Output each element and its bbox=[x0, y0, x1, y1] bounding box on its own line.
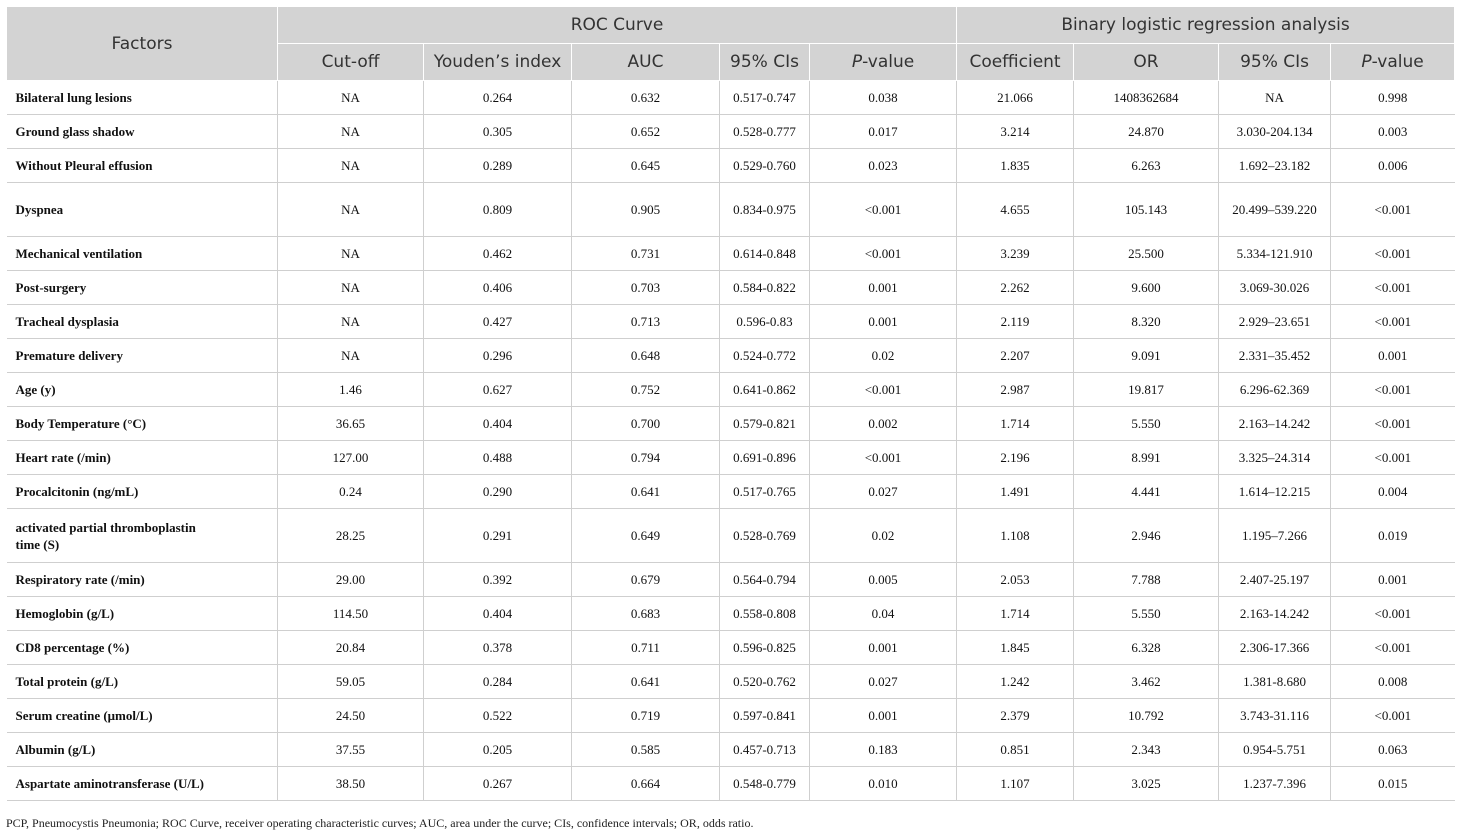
cutoff-cell: 0.24 bbox=[278, 475, 424, 509]
roc-ci-cell: 0.457-0.713 bbox=[720, 733, 810, 767]
lr-ci-cell: 1.692–23.182 bbox=[1219, 149, 1331, 183]
cutoff-cell: NA bbox=[278, 183, 424, 237]
coefficient-cell: 2.262 bbox=[957, 271, 1074, 305]
youden-cell: 0.522 bbox=[424, 699, 572, 733]
cutoff-cell: 37.55 bbox=[278, 733, 424, 767]
lr-ci-cell: 1.237-7.396 bbox=[1219, 767, 1331, 801]
factor-cell: Without Pleural effusion bbox=[7, 149, 278, 183]
or-cell: 6.263 bbox=[1074, 149, 1219, 183]
youden-cell: 0.296 bbox=[424, 339, 572, 373]
coefficient-cell: 4.655 bbox=[957, 183, 1074, 237]
header-youden-index: Youden’s index bbox=[424, 44, 572, 81]
lr-ci-cell: 2.163–14.242 bbox=[1219, 407, 1331, 441]
lr-p-value-cell: <0.001 bbox=[1331, 597, 1455, 631]
auc-cell: 0.719 bbox=[572, 699, 720, 733]
roc-ci-cell: 0.579-0.821 bbox=[720, 407, 810, 441]
youden-cell: 0.406 bbox=[424, 271, 572, 305]
lr-p-value-cell: 0.063 bbox=[1331, 733, 1455, 767]
table-row bbox=[7, 699, 1455, 733]
roc-p-value-cell: <0.001 bbox=[810, 441, 957, 475]
cutoff-cell: 114.50 bbox=[278, 597, 424, 631]
p-italic: P bbox=[851, 52, 863, 72]
or-cell: 5.550 bbox=[1074, 597, 1219, 631]
auc-cell: 0.683 bbox=[572, 597, 720, 631]
roc-p-value-cell: 0.02 bbox=[810, 509, 957, 563]
roc-ci-cell: 0.596-0.83 bbox=[720, 305, 810, 339]
factor-cell: Body Temperature (°C) bbox=[7, 407, 278, 441]
lr-p-value-cell: 0.015 bbox=[1331, 767, 1455, 801]
cutoff-cell: 20.84 bbox=[278, 631, 424, 665]
roc-ci-cell: 0.614-0.848 bbox=[720, 237, 810, 271]
lr-ci-cell: 5.334-121.910 bbox=[1219, 237, 1331, 271]
table-row bbox=[7, 509, 1455, 563]
table-row bbox=[7, 733, 1455, 767]
roc-p-value-cell: 0.001 bbox=[810, 271, 957, 305]
cutoff-cell: NA bbox=[278, 149, 424, 183]
factor-cell: Age (y) bbox=[7, 373, 278, 407]
coefficient-cell: 3.214 bbox=[957, 115, 1074, 149]
table-footnote: PCP, Pneumocystis Pneumonia; ROC Curve, receiver operating characteristic curves; AUC, area under the curve; CIs, confidence intervals; OR, odds ratio. bbox=[6, 816, 754, 830]
lr-ci-cell: 2.331–35.452 bbox=[1219, 339, 1331, 373]
or-cell: 105.143 bbox=[1074, 183, 1219, 237]
youden-cell: 0.462 bbox=[424, 237, 572, 271]
or-cell: 25.500 bbox=[1074, 237, 1219, 271]
roc-p-value-cell: 0.02 bbox=[810, 339, 957, 373]
lr-p-value-cell: 0.006 bbox=[1331, 149, 1455, 183]
roc-ci-cell: 0.596-0.825 bbox=[720, 631, 810, 665]
auc-cell: 0.648 bbox=[572, 339, 720, 373]
auc-cell: 0.585 bbox=[572, 733, 720, 767]
lr-p-value-cell: 0.008 bbox=[1331, 665, 1455, 699]
roc-p-value-cell: <0.001 bbox=[810, 373, 957, 407]
youden-cell: 0.205 bbox=[424, 733, 572, 767]
factor-cell: Ground glass shadow bbox=[7, 115, 278, 149]
lr-ci-cell: 20.499–539.220 bbox=[1219, 183, 1331, 237]
coefficient-cell: 0.851 bbox=[957, 733, 1074, 767]
roc-ci-cell: 0.691-0.896 bbox=[720, 441, 810, 475]
lr-p-value-cell: 0.003 bbox=[1331, 115, 1455, 149]
table-row bbox=[7, 305, 1455, 339]
roc-ci-cell: 0.517-0.747 bbox=[720, 81, 810, 115]
table-row bbox=[7, 271, 1455, 305]
or-cell: 3.025 bbox=[1074, 767, 1219, 801]
or-cell: 1408362684 bbox=[1074, 81, 1219, 115]
lr-p-value-cell: 0.004 bbox=[1331, 475, 1455, 509]
factor-cell: Total protein (g/L) bbox=[7, 665, 278, 699]
auc-cell: 0.703 bbox=[572, 271, 720, 305]
coefficient-cell: 2.379 bbox=[957, 699, 1074, 733]
youden-cell: 0.404 bbox=[424, 597, 572, 631]
roc-p-value-cell: 0.001 bbox=[810, 699, 957, 733]
roc-ci-cell: 0.520-0.762 bbox=[720, 665, 810, 699]
or-cell: 10.792 bbox=[1074, 699, 1219, 733]
roc-p-value-cell: <0.001 bbox=[810, 237, 957, 271]
header-lr-p-value bbox=[1331, 44, 1455, 81]
youden-cell: 0.627 bbox=[424, 373, 572, 407]
roc-p-value-cell: 0.027 bbox=[810, 665, 957, 699]
auc-cell: 0.905 bbox=[572, 183, 720, 237]
coefficient-cell: 2.207 bbox=[957, 339, 1074, 373]
youden-cell: 0.290 bbox=[424, 475, 572, 509]
table-row bbox=[7, 407, 1455, 441]
roc-ci-cell: 0.584-0.822 bbox=[720, 271, 810, 305]
lr-p-value-cell: <0.001 bbox=[1331, 183, 1455, 237]
table-header bbox=[7, 7, 1455, 81]
table-row bbox=[7, 81, 1455, 115]
youden-cell: 0.427 bbox=[424, 305, 572, 339]
cutoff-cell: 127.00 bbox=[278, 441, 424, 475]
auc-cell: 0.700 bbox=[572, 407, 720, 441]
auc-cell: 0.664 bbox=[572, 767, 720, 801]
roc-p-value-cell: 0.005 bbox=[810, 563, 957, 597]
auc-cell: 0.794 bbox=[572, 441, 720, 475]
table-row bbox=[7, 475, 1455, 509]
auc-cell: 0.713 bbox=[572, 305, 720, 339]
cutoff-cell: NA bbox=[278, 339, 424, 373]
roc-p-value-cell: 0.017 bbox=[810, 115, 957, 149]
factor-cell: Heart rate (/min) bbox=[7, 441, 278, 475]
youden-cell: 0.284 bbox=[424, 665, 572, 699]
or-cell: 2.343 bbox=[1074, 733, 1219, 767]
youden-cell: 0.267 bbox=[424, 767, 572, 801]
roc-ci-cell: 0.528-0.769 bbox=[720, 509, 810, 563]
roc-p-value-cell: 0.023 bbox=[810, 149, 957, 183]
or-cell: 8.991 bbox=[1074, 441, 1219, 475]
table-row bbox=[7, 597, 1455, 631]
lr-ci-cell: 3.030-204.134 bbox=[1219, 115, 1331, 149]
cutoff-cell: 36.65 bbox=[278, 407, 424, 441]
roc-ci-cell: 0.529-0.760 bbox=[720, 149, 810, 183]
table-row bbox=[7, 237, 1455, 271]
cutoff-cell: 59.05 bbox=[278, 665, 424, 699]
coefficient-cell: 1.107 bbox=[957, 767, 1074, 801]
header-lr-ci: 95% CIs bbox=[1219, 44, 1331, 81]
auc-cell: 0.652 bbox=[572, 115, 720, 149]
auc-cell: 0.649 bbox=[572, 509, 720, 563]
cutoff-cell: 28.25 bbox=[278, 509, 424, 563]
coefficient-cell: 2.196 bbox=[957, 441, 1074, 475]
cutoff-cell: NA bbox=[278, 305, 424, 339]
lr-ci-cell: 2.929–23.651 bbox=[1219, 305, 1331, 339]
lr-p-value-cell: <0.001 bbox=[1331, 631, 1455, 665]
or-cell: 9.600 bbox=[1074, 271, 1219, 305]
roc-ci-cell: 0.641-0.862 bbox=[720, 373, 810, 407]
factor-cell: CD8 percentage (%) bbox=[7, 631, 278, 665]
roc-ci-cell: 0.564-0.794 bbox=[720, 563, 810, 597]
lr-p-value-cell: 0.998 bbox=[1331, 81, 1455, 115]
or-cell: 9.091 bbox=[1074, 339, 1219, 373]
coefficient-cell: 1.845 bbox=[957, 631, 1074, 665]
table-row bbox=[7, 149, 1455, 183]
roc-p-value-cell: 0.002 bbox=[810, 407, 957, 441]
table-row bbox=[7, 115, 1455, 149]
factor-cell: Hemoglobin (g/L) bbox=[7, 597, 278, 631]
table-row bbox=[7, 373, 1455, 407]
lr-p-value-cell: 0.019 bbox=[1331, 509, 1455, 563]
or-cell: 4.441 bbox=[1074, 475, 1219, 509]
table-container bbox=[6, 6, 1454, 801]
cutoff-cell: NA bbox=[278, 115, 424, 149]
factor-cell: Bilateral lung lesions bbox=[7, 81, 278, 115]
factor-cell: Mechanical ventilation bbox=[7, 237, 278, 271]
coefficient-cell: 1.242 bbox=[957, 665, 1074, 699]
table-row bbox=[7, 563, 1455, 597]
youden-cell: 0.305 bbox=[424, 115, 572, 149]
factor-cell: Aspartate aminotransferase (U/L) bbox=[7, 767, 278, 801]
factor-cell: Tracheal dysplasia bbox=[7, 305, 278, 339]
cutoff-cell: NA bbox=[278, 81, 424, 115]
roc-ci-cell: 0.558-0.808 bbox=[720, 597, 810, 631]
roc-p-value-cell: 0.001 bbox=[810, 305, 957, 339]
coefficient-cell: 1.491 bbox=[957, 475, 1074, 509]
roc-ci-cell: 0.517-0.765 bbox=[720, 475, 810, 509]
coefficient-cell: 3.239 bbox=[957, 237, 1074, 271]
coefficient-cell: 2.987 bbox=[957, 373, 1074, 407]
factor-cell: Post-surgery bbox=[7, 271, 278, 305]
header-or: OR bbox=[1074, 44, 1219, 81]
cutoff-cell: NA bbox=[278, 271, 424, 305]
lr-p-value-cell: 0.001 bbox=[1331, 339, 1455, 373]
header-cutoff: Cut-off bbox=[278, 44, 424, 81]
roc-p-value-cell: <0.001 bbox=[810, 183, 957, 237]
cutoff-cell: 29.00 bbox=[278, 563, 424, 597]
or-cell: 5.550 bbox=[1074, 407, 1219, 441]
coefficient-cell: 21.066 bbox=[957, 81, 1074, 115]
lr-ci-cell: 3.743-31.116 bbox=[1219, 699, 1331, 733]
roc-ci-cell: 0.528-0.777 bbox=[720, 115, 810, 149]
p-italic: P bbox=[1361, 52, 1372, 72]
factor-cell: Respiratory rate (/min) bbox=[7, 563, 278, 597]
or-cell: 8.320 bbox=[1074, 305, 1219, 339]
table-row bbox=[7, 631, 1455, 665]
lr-ci-cell: 2.407-25.197 bbox=[1219, 563, 1331, 597]
youden-cell: 0.809 bbox=[424, 183, 572, 237]
table-row bbox=[7, 441, 1455, 475]
results-table bbox=[6, 6, 1455, 801]
auc-cell: 0.641 bbox=[572, 665, 720, 699]
auc-cell: 0.641 bbox=[572, 475, 720, 509]
or-cell: 19.817 bbox=[1074, 373, 1219, 407]
roc-p-value-cell: 0.038 bbox=[810, 81, 957, 115]
lr-ci-cell: 3.325–24.314 bbox=[1219, 441, 1331, 475]
roc-ci-cell: 0.597-0.841 bbox=[720, 699, 810, 733]
cutoff-cell: 24.50 bbox=[278, 699, 424, 733]
factor-cell: Premature delivery bbox=[7, 339, 278, 373]
lr-ci-cell: 2.306-17.366 bbox=[1219, 631, 1331, 665]
lr-p-value-cell: <0.001 bbox=[1331, 305, 1455, 339]
lr-p-value-cell: <0.001 bbox=[1331, 373, 1455, 407]
roc-p-value-cell: 0.027 bbox=[810, 475, 957, 509]
lr-ci-cell: 1.614–12.215 bbox=[1219, 475, 1331, 509]
table-body bbox=[7, 81, 1455, 801]
auc-cell: 0.752 bbox=[572, 373, 720, 407]
auc-cell: 0.632 bbox=[572, 81, 720, 115]
auc-cell: 0.731 bbox=[572, 237, 720, 271]
auc-cell: 0.645 bbox=[572, 149, 720, 183]
lr-p-value-cell: <0.001 bbox=[1331, 271, 1455, 305]
lr-p-value-cell: <0.001 bbox=[1331, 441, 1455, 475]
table-row bbox=[7, 665, 1455, 699]
p-suffix: -value bbox=[862, 52, 915, 72]
roc-ci-cell: 0.548-0.779 bbox=[720, 767, 810, 801]
youden-cell: 0.289 bbox=[424, 149, 572, 183]
factor-cell: Serum creatine (μmol/L) bbox=[7, 699, 278, 733]
factor-cell: Procalcitonin (ng/mL) bbox=[7, 475, 278, 509]
roc-p-value-cell: 0.010 bbox=[810, 767, 957, 801]
cutoff-cell: 1.46 bbox=[278, 373, 424, 407]
or-cell: 2.946 bbox=[1074, 509, 1219, 563]
youden-cell: 0.404 bbox=[424, 407, 572, 441]
lr-p-value-cell: <0.001 bbox=[1331, 699, 1455, 733]
lr-p-value-cell: <0.001 bbox=[1331, 407, 1455, 441]
youden-cell: 0.378 bbox=[424, 631, 572, 665]
youden-cell: 0.392 bbox=[424, 563, 572, 597]
roc-ci-cell: 0.524-0.772 bbox=[720, 339, 810, 373]
header-coefficient: Coefficient bbox=[957, 44, 1074, 81]
lr-ci-cell: 3.069-30.026 bbox=[1219, 271, 1331, 305]
header-roc-ci: 95% CIs bbox=[720, 44, 810, 81]
table-row bbox=[7, 767, 1455, 801]
table-row bbox=[7, 183, 1455, 237]
header-factors: Factors bbox=[7, 7, 278, 81]
header-roc-p-value bbox=[810, 44, 957, 81]
p-suffix: -value bbox=[1371, 52, 1424, 72]
lr-ci-cell: 6.296-62.369 bbox=[1219, 373, 1331, 407]
auc-cell: 0.679 bbox=[572, 563, 720, 597]
lr-ci-cell: NA bbox=[1219, 81, 1331, 115]
lr-ci-cell: 0.954-5.751 bbox=[1219, 733, 1331, 767]
lr-p-value-cell: <0.001 bbox=[1331, 237, 1455, 271]
coefficient-cell: 1.108 bbox=[957, 509, 1074, 563]
lr-ci-cell: 1.381-8.680 bbox=[1219, 665, 1331, 699]
auc-cell: 0.711 bbox=[572, 631, 720, 665]
factor-cell: Albumin (g/L) bbox=[7, 733, 278, 767]
header-logistic-regression: Binary logistic regression analysis bbox=[957, 7, 1455, 44]
header-roc-curve: ROC Curve bbox=[278, 7, 957, 44]
youden-cell: 0.488 bbox=[424, 441, 572, 475]
lr-ci-cell: 1.195–7.266 bbox=[1219, 509, 1331, 563]
or-cell: 7.788 bbox=[1074, 563, 1219, 597]
coefficient-cell: 1.714 bbox=[957, 407, 1074, 441]
factor-cell: activated partial thromboplastin time (S) bbox=[7, 509, 278, 563]
roc-p-value-cell: 0.04 bbox=[810, 597, 957, 631]
or-cell: 6.328 bbox=[1074, 631, 1219, 665]
coefficient-cell: 2.053 bbox=[957, 563, 1074, 597]
roc-p-value-cell: 0.001 bbox=[810, 631, 957, 665]
lr-p-value-cell: 0.001 bbox=[1331, 563, 1455, 597]
or-cell: 3.462 bbox=[1074, 665, 1219, 699]
coefficient-cell: 1.835 bbox=[957, 149, 1074, 183]
youden-cell: 0.291 bbox=[424, 509, 572, 563]
coefficient-cell: 1.714 bbox=[957, 597, 1074, 631]
coefficient-cell: 2.119 bbox=[957, 305, 1074, 339]
lr-ci-cell: 2.163-14.242 bbox=[1219, 597, 1331, 631]
table-row bbox=[7, 339, 1455, 373]
roc-ci-cell: 0.834-0.975 bbox=[720, 183, 810, 237]
cutoff-cell: NA bbox=[278, 237, 424, 271]
roc-p-value-cell: 0.183 bbox=[810, 733, 957, 767]
factor-cell: Dyspnea bbox=[7, 183, 278, 237]
cutoff-cell: 38.50 bbox=[278, 767, 424, 801]
header-auc: AUC bbox=[572, 44, 720, 81]
or-cell: 24.870 bbox=[1074, 115, 1219, 149]
youden-cell: 0.264 bbox=[424, 81, 572, 115]
